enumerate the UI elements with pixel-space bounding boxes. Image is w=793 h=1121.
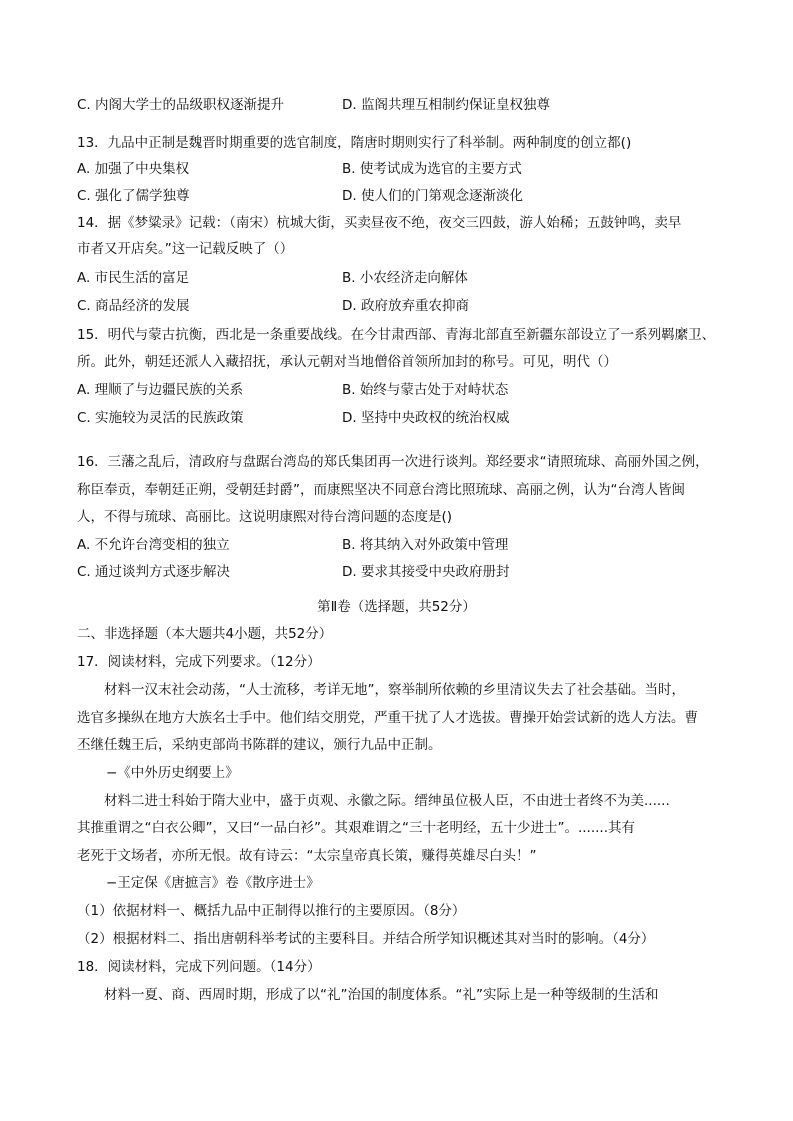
q17-subquestion-1: （1）依据材料一、概括九品中正制得以推行的主要原因。（8分）	[77, 903, 466, 919]
q17-material2-line3: 老死于文场者，亦所无恨。故有诗云：“太宗皇帝真长策，赚得英雄尽白头！”	[77, 848, 537, 864]
q16-stem-line3: 人，不得与琉球、高丽比。这说明康熙对待台湾问题的态度是()	[77, 509, 453, 525]
q17-material1-line3: 丕继任魏王后，采纳吏部尚书陈群的建议，颁行九品中正制。	[77, 737, 442, 753]
q17-source1: −《中外历史纲要上》	[106, 765, 239, 781]
q14-option-d: D. 政府放弃重农抑商	[342, 298, 469, 314]
q15-option-c: C. 实施较为灵活的民族政策	[77, 410, 244, 426]
q13-option-b: B. 使考试成为选官的主要方式	[342, 161, 522, 177]
q17-source2: −王定保《唐摭言》卷《散序进士》	[106, 875, 320, 891]
q13-option-a: A. 加强了中央集权	[77, 161, 190, 177]
q17-subquestion-2: （2）根据材料二、指出唐朝科举考试的主要科目。并结合所学知识概述其对当时的影响。（4分）	[77, 931, 655, 947]
q16-option-c: C. 通过谈判方式逐步解决	[77, 564, 231, 580]
q14-stem-line1: 14．据《梦粱录》记载：（南宋）杭城大街，买卖昼夜不绝，夜交三四鼓，游人始稀；五鼓钟鸣，卖早	[77, 215, 682, 231]
q15-option-b: B. 始终与蒙古处于对峙状态	[342, 382, 509, 398]
q16-stem-line1: 16．三藩之乱后，清政府与盘踞台湾岛的郑氏集团再一次进行谈判。郑经要求“请照琉球、高丽外国之例，	[77, 454, 709, 470]
q15-option-a: A. 理顺了与边疆民族的关系	[77, 382, 244, 398]
q14-option-c: C. 商品经济的发展	[77, 298, 190, 314]
q17-material2-line1: 材料二进士科始于隋大业中，盛于贞观、永徽之际。缙绅虽位极人臣，不由进士者终不为美......	[104, 793, 670, 809]
q17-material2-line2: 其推重谓之“白衣公卿”，又曰“一品白衫”。其艰难谓之“三十老明经，五十少进士”。.......其有	[77, 820, 636, 836]
q17-material1-line1: 材料一汉末社会动荡，“人士流移，考详无地”，察举制所依赖的乡里清议失去了社会基础。当时，	[104, 682, 685, 698]
q13-option-c: C. 强化了儒学独尊	[77, 188, 190, 204]
q12-option-d: D. 监阁共理互相制约保证皇权独尊	[342, 97, 550, 113]
q15-stem-line1: 15．明代与蒙古抗衡，西北是一条重要战线。在今甘肃西部、青海北部直至新疆东部设立了一系列羁縻卫、	[77, 327, 716, 343]
q16-option-b: B. 将其纳入对外政策中管理	[342, 537, 509, 553]
q15-stem-line2: 所。此外，朝廷还派人入藏招抚，承认元朝对当地僧俗首领所加封的称号。可见，明代（）	[77, 354, 617, 370]
section-2-title: 第Ⅱ卷（选择题，共52分）	[317, 599, 476, 615]
q15-option-d: D. 坚持中央政权的统治权威	[342, 410, 510, 426]
q13-option-d: D. 使人们的门第观念逐渐淡化	[342, 188, 523, 204]
q14-option-a: A. 市民生活的富足	[77, 270, 190, 286]
q16-option-a: A. 不允许台湾变相的独立	[77, 537, 230, 553]
section-2-heading: 二、非选择题（本大题共4小题，共52分）	[77, 626, 333, 642]
q14-stem-line2: 市者又开店矣。”这一记载反映了（）	[77, 241, 294, 257]
q18-stem: 18．阅读材料，完成下列问题。（14分）	[77, 959, 321, 975]
q16-option-d: D. 要求其接受中央政府册封	[342, 564, 510, 580]
q12-option-c: C. 内阁大学士的品级职权逐渐提升	[77, 97, 285, 113]
q17-material1-line2: 选官多操纵在地方大族名士手中。他们结交朋党，严重干扰了人才选拔。曹操开始尝试新的选人方法。曹	[77, 710, 698, 726]
q13-stem: 13．九品中正制是魏晋时期重要的选官制度，隋唐时期则实行了科举制。两种制度的创立都()	[77, 135, 632, 151]
q16-stem-line2: 称臣奉贡，奉朝廷正朔，受朝廷封爵”，而康熙坚决不同意台湾比照琉球、高丽之例，认为“台湾人皆闽	[77, 482, 685, 498]
q14-option-b: B. 小农经济走向解体	[342, 270, 468, 286]
q18-material1-line1: 材料一夏、商、西周时期，形成了以“礼”治国的制度体系。“礼”实际上是一种等级制的生活和	[104, 987, 659, 1003]
q17-stem: 17．阅读材料，完成下列要求。（12分）	[77, 654, 321, 670]
